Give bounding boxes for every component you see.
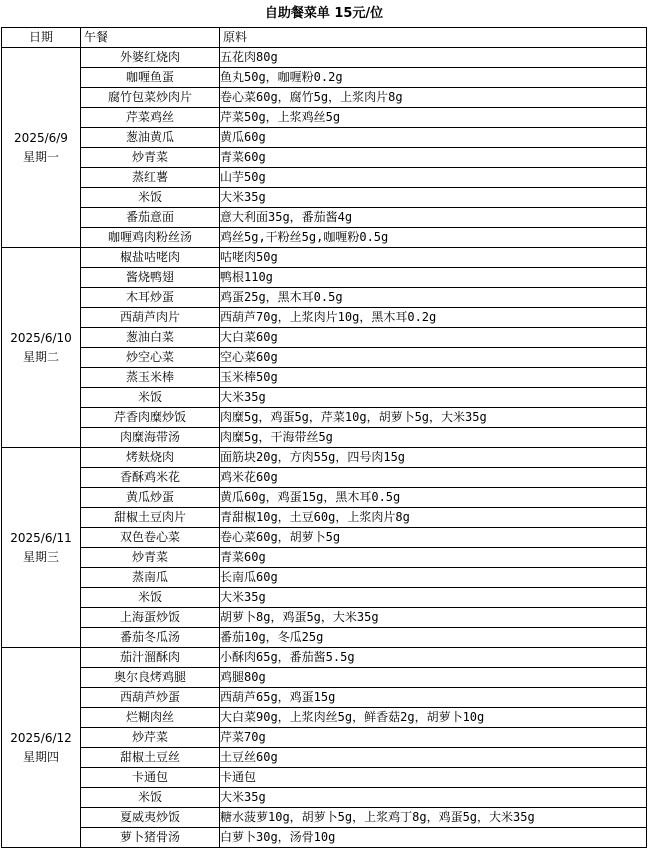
day-weekday: 星期一 xyxy=(22,149,59,164)
dish-name: 芹香肉糜炒饭 xyxy=(81,408,220,428)
table-row xyxy=(2,248,647,268)
table-row xyxy=(2,608,647,628)
table-row xyxy=(2,308,647,328)
dish-name: 米饭 xyxy=(81,188,220,208)
dish-ingredients: 小酥肉65g，番茄酱5.5g xyxy=(220,648,647,668)
dish-ingredients: 意大利面35g，番茄酱4g xyxy=(220,208,647,228)
dish-ingredients: 大米35g xyxy=(220,588,647,608)
dish-ingredients: 青甜椒10g，土豆60g，上浆肉片8g xyxy=(220,508,647,528)
dish-ingredients: 白萝卜30g，汤骨10g xyxy=(220,828,647,848)
dish-ingredients: 大米35g xyxy=(220,188,647,208)
dish-name: 卡通包 xyxy=(81,768,220,788)
dish-ingredients: 黄瓜60g xyxy=(220,128,647,148)
dish-ingredients: 咕咾肉50g xyxy=(220,248,647,268)
table-row xyxy=(2,428,647,448)
table-row xyxy=(2,588,647,608)
day-date-cell xyxy=(2,48,81,248)
day-weekday: 星期三 xyxy=(22,549,59,564)
table-row xyxy=(2,348,647,368)
dish-name: 蒸红薯 xyxy=(81,168,220,188)
day-date: 2025/6/11 xyxy=(10,530,72,545)
day-date: 2025/6/9 xyxy=(14,130,68,145)
dish-ingredients: 胡萝卜8g，鸡蛋5g，大米35g xyxy=(220,608,647,628)
dish-ingredients: 卷心菜60g，腐竹5g，上浆肉片8g xyxy=(220,88,647,108)
table-row xyxy=(2,88,647,108)
table-row xyxy=(2,688,647,708)
table-row xyxy=(2,728,647,748)
table-row xyxy=(2,68,647,88)
dish-name: 葱油白菜 xyxy=(81,328,220,348)
day-date-cell xyxy=(2,448,81,648)
dish-ingredients: 鸡腿80g xyxy=(220,668,647,688)
dish-ingredients: 糖水菠萝10g，胡萝卜5g，上浆鸡丁8g，鸡蛋5g，大米35g xyxy=(220,808,647,828)
dish-name: 夏威夷炒饭 xyxy=(81,808,220,828)
day-date-cell xyxy=(2,248,81,448)
dish-name: 香酥鸡米花 xyxy=(81,468,220,488)
dish-ingredients: 面筋块20g，方肉55g，四号肉15g xyxy=(220,448,647,468)
table-row xyxy=(2,388,647,408)
dish-ingredients: 青菜60g xyxy=(220,148,647,168)
dish-ingredients: 玉米棒50g xyxy=(220,368,647,388)
dish-name: 米饭 xyxy=(81,588,220,608)
dish-name: 炒青菜 xyxy=(81,548,220,568)
dish-ingredients: 番茄10g，冬瓜25g xyxy=(220,628,647,648)
dish-name: 酱烧鸭翅 xyxy=(81,268,220,288)
dish-ingredients: 大米35g xyxy=(220,388,647,408)
dish-ingredients: 卷心菜60g，胡萝卜5g xyxy=(220,528,647,548)
dish-ingredients: 黄瓜60g，鸡蛋15g，黑木耳0.5g xyxy=(220,488,647,508)
day-date: 2025/6/10 xyxy=(10,330,72,345)
table-row xyxy=(2,468,647,488)
dish-name: 西葫芦肉片 xyxy=(81,308,220,328)
table-row xyxy=(2,748,647,768)
table-row xyxy=(2,528,647,548)
day-date: 2025/6/12 xyxy=(10,730,72,745)
dish-ingredients: 空心菜60g xyxy=(220,348,647,368)
dish-name: 黄瓜炒蛋 xyxy=(81,488,220,508)
dish-ingredients: 西葫芦70g，上浆肉片10g，黑木耳0.2g xyxy=(220,308,647,328)
table-row xyxy=(2,268,647,288)
dish-name: 米饭 xyxy=(81,388,220,408)
dish-name: 甜椒土豆丝 xyxy=(81,748,220,768)
table-row xyxy=(2,228,647,248)
dish-name: 甜椒土豆肉片 xyxy=(81,508,220,528)
dish-ingredients: 鸭根110g xyxy=(220,268,647,288)
dish-name: 蒸南瓜 xyxy=(81,568,220,588)
table-row xyxy=(2,708,647,728)
table-row xyxy=(2,368,647,388)
dish-name: 咖喱鸡肉粉丝汤 xyxy=(81,228,220,248)
table-row xyxy=(2,148,647,168)
dish-ingredients: 五花肉80g xyxy=(220,48,647,68)
dish-ingredients: 西葫芦65g，鸡蛋15g xyxy=(220,688,647,708)
day-date-cell xyxy=(2,648,81,848)
table-row xyxy=(2,188,647,208)
table-row xyxy=(2,448,647,468)
dish-name: 木耳炒蛋 xyxy=(81,288,220,308)
dish-name: 番茄意面 xyxy=(81,208,220,228)
header-date: 日期 xyxy=(2,28,81,48)
dish-name: 腐竹包菜炒肉片 xyxy=(81,88,220,108)
dish-name: 烤麸烧肉 xyxy=(81,448,220,468)
dish-ingredients: 大白菜90g，上浆肉丝5g，鲜香菇2g，胡萝卜10g xyxy=(220,708,647,728)
menu-body xyxy=(2,28,647,848)
dish-ingredients: 长南瓜60g xyxy=(220,568,647,588)
header-row xyxy=(2,28,647,48)
dish-ingredients: 土豆丝60g xyxy=(220,748,647,768)
dish-name: 炒芹菜 xyxy=(81,728,220,748)
dish-name: 奥尔良烤鸡腿 xyxy=(81,668,220,688)
dish-ingredients: 卡通包 xyxy=(220,768,647,788)
dish-name: 番茄冬瓜汤 xyxy=(81,628,220,648)
table-row xyxy=(2,128,647,148)
table-row xyxy=(2,168,647,188)
table-row xyxy=(2,508,647,528)
dish-name: 上海蛋炒饭 xyxy=(81,608,220,628)
dish-name: 椒盐咕咾肉 xyxy=(81,248,220,268)
header-lunch: 午餐 xyxy=(81,28,220,48)
dish-ingredients: 大白菜60g xyxy=(220,328,647,348)
menu-title: 自助餐菜单 15元/位 xyxy=(264,6,384,21)
dish-name: 炒青菜 xyxy=(81,148,220,168)
table-row xyxy=(2,408,647,428)
dish-ingredients: 鱼丸50g，咖喱粉0.2g xyxy=(220,68,647,88)
table-row xyxy=(2,108,647,128)
dish-name: 外婆红烧肉 xyxy=(81,48,220,68)
dish-name: 蒸玉米棒 xyxy=(81,368,220,388)
table-row xyxy=(2,48,647,68)
dish-name: 茄汁溜酥肉 xyxy=(81,648,220,668)
dish-ingredients: 芹菜50g，上浆鸡丝5g xyxy=(220,108,647,128)
table-row xyxy=(2,288,647,308)
table-row xyxy=(2,488,647,508)
menu-table xyxy=(1,27,647,848)
dish-name: 米饭 xyxy=(81,788,220,808)
day-weekday: 星期二 xyxy=(22,349,59,364)
table-row xyxy=(2,768,647,788)
table-row xyxy=(2,628,647,648)
dish-ingredients: 鸡丝5g,干粉丝5g,咖喱粉0.5g xyxy=(220,228,647,248)
table-row xyxy=(2,788,647,808)
dish-name: 萝卜猪骨汤 xyxy=(81,828,220,848)
dish-name: 芹菜鸡丝 xyxy=(81,108,220,128)
dish-ingredients: 青菜60g xyxy=(220,548,647,568)
dish-name: 葱油黄瓜 xyxy=(81,128,220,148)
dish-ingredients: 鸡米花60g xyxy=(220,468,647,488)
table-row xyxy=(2,548,647,568)
dish-name: 肉糜海带汤 xyxy=(81,428,220,448)
dish-ingredients: 鸡蛋25g，黑木耳0.5g xyxy=(220,288,647,308)
dish-name: 烂糊肉丝 xyxy=(81,708,220,728)
table-row xyxy=(2,568,647,588)
table-row xyxy=(2,208,647,228)
header-ingredients: 原料 xyxy=(220,28,647,48)
dish-ingredients: 大米35g xyxy=(220,788,647,808)
table-row xyxy=(2,668,647,688)
dish-ingredients: 山芋50g xyxy=(220,168,647,188)
day-weekday: 星期四 xyxy=(22,749,59,764)
dish-ingredients: 肉糜5g，鸡蛋5g，芹菜10g，胡萝卜5g，大米35g xyxy=(220,408,647,428)
table-row xyxy=(2,328,647,348)
dish-name: 西葫芦炒蛋 xyxy=(81,688,220,708)
dish-name: 咖喱鱼蛋 xyxy=(81,68,220,88)
dish-name: 炒空心菜 xyxy=(81,348,220,368)
table-row xyxy=(2,808,647,828)
dish-name: 双色卷心菜 xyxy=(81,528,220,548)
table-row xyxy=(2,648,647,668)
dish-ingredients: 肉糜5g，干海带丝5g xyxy=(220,428,647,448)
dish-ingredients: 芹菜70g xyxy=(220,728,647,748)
